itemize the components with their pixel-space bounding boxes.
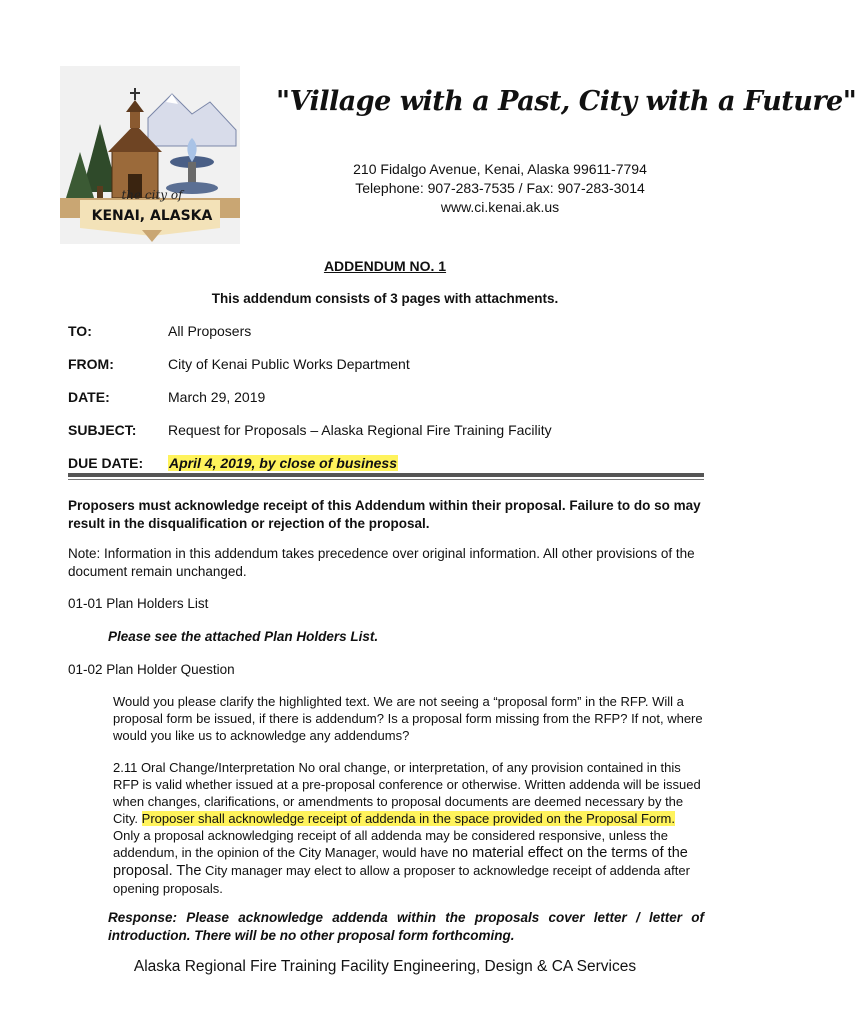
footer-project-title: Alaska Regional Fire Training Facility Engineering, Design & CA Services	[133, 958, 637, 975]
from-label: FROM:	[68, 356, 114, 372]
header-divider-thin	[68, 479, 704, 480]
to-label: TO:	[68, 323, 92, 339]
date-value: March 29, 2019	[168, 389, 266, 405]
city-tagline: "Village with a Past, City with a Future"	[276, 86, 856, 117]
svg-text:KENAI, ALASKA: KENAI, ALASKA	[91, 208, 213, 224]
website-line: www.ci.kenai.ak.us	[440, 199, 560, 215]
svg-text:the city of: the city of	[121, 188, 183, 202]
excerpt-part-4: City manager may elect to allow a proposer to acknowledge receipt of addenda after opening proposals.	[113, 863, 690, 896]
excerpt-part-3: no material effect on the terms of the proposal. The	[113, 845, 688, 879]
header-divider-thick	[68, 473, 704, 477]
item-01-02-heading: 01-02 Plan Holder Question	[68, 662, 235, 677]
kenai-city-logo	[60, 66, 240, 244]
phone-fax-line: Telephone: 907-283-7535 / Fax: 907-283-3014	[355, 180, 645, 196]
date-label: DATE:	[68, 389, 110, 405]
item-01-01-heading: 01-01 Plan Holders List	[68, 596, 209, 611]
plan-holder-question: Would you please clarify the highlighted text. We are not seeing a “proposal form” in the RFP. Will a proposal form be issued, if there is addendum? Is a proposal form missing from the RFP? If not, where would you like us to acknowledge any addendums?	[113, 694, 703, 743]
acknowledge-notice: Proposers must acknowledge receipt of this Addendum within their proposal. Failure to do so may result in the disqualification or rejection of the proposal.	[68, 498, 701, 531]
due-date-label: DUE DATE:	[68, 455, 144, 471]
excerpt-part-1: 2.11 Oral Change/Interpretation No oral change, or interpretation, of any provision contained in this RFP is valid whether issued at a pre-proposal conference or otherwise. Written addenda will be issued when changes, clarifications, or amendments to proposal documents are deemed necessary by the City.	[113, 760, 701, 826]
addendum-page-count: This addendum consists of 3 pages with attachments.	[211, 291, 559, 306]
precedence-note: Note: Information in this addendum takes precedence over original information. All other provisions of the document remain unchanged.	[68, 546, 695, 579]
address-line: 210 Fidalgo Avenue, Kenai, Alaska 99611-7794	[353, 161, 647, 177]
addendum-title: ADDENDUM NO. 1	[323, 258, 447, 274]
due-date-value: April 4, 2019, by close of business	[169, 455, 397, 471]
subject-label: SUBJECT:	[68, 422, 137, 438]
from-value: City of Kenai Public Works Department	[168, 356, 410, 372]
to-value: All Proposers	[168, 323, 252, 339]
item-01-01-text: Please see the attached Plan Holders List.	[108, 629, 379, 644]
subject-value: Request for Proposals – Alaska Regional Fire Training Facility	[168, 422, 552, 438]
excerpt-highlight: Proposer shall acknowledge receipt of addenda in the space provided on the Proposal Form.	[141, 811, 675, 826]
rfp-section-2-11-excerpt	[113, 759, 703, 897]
excerpt-part-2: Only a proposal acknowledging receipt of all addenda may be considered responsive, unless the addendum, in the opinion of the City Manager, would have	[113, 828, 669, 860]
response-text: Response: Please acknowledge addenda within the proposals cover letter / letter of introduction. There will be no other proposal form forthcoming.	[108, 910, 704, 943]
contact-block	[300, 160, 700, 217]
